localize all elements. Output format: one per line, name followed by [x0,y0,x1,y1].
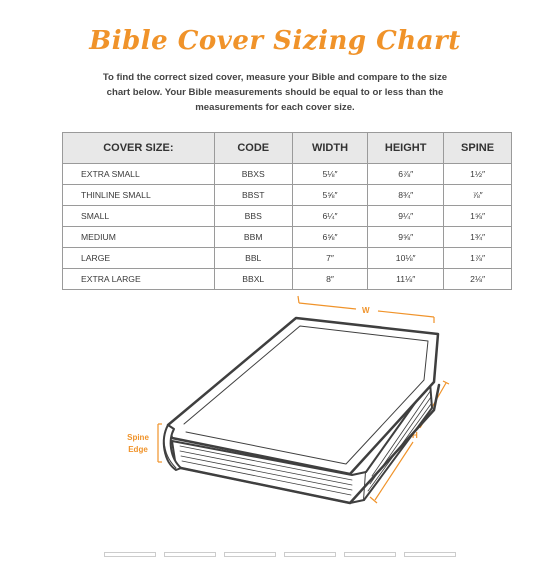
sizing-table [62,132,512,290]
table-row [63,227,512,248]
spine-label-line1: Spine [127,433,149,442]
cell-height: 10⅛″ [368,248,444,269]
cell-spine: 2⅛″ [444,269,512,290]
cell-code: BBL [214,248,292,269]
tab-outline [284,552,336,557]
bible-book-illustration [164,318,439,503]
table-row [63,206,512,227]
tab-outline [224,552,276,557]
header-code: CODE [214,133,292,164]
tab-outline [104,552,156,557]
cell-spine: 1¾″ [444,227,512,248]
spine-edge-label [121,432,155,456]
tab-outline [404,552,456,557]
cell-code: BBST [214,185,292,206]
cell-code: BBXS [214,164,292,185]
cell-spine: ⅞″ [444,185,512,206]
bottom-tab-strip [104,544,484,550]
cell-size: MEDIUM [63,227,215,248]
header-cover-size: COVER SIZE: [63,133,215,164]
cell-size: SMALL [63,206,215,227]
cell-spine: 1½″ [444,164,512,185]
header-spine: SPINE [444,133,512,164]
cell-height: 9⅝″ [368,227,444,248]
table-row [63,164,512,185]
tab-outline [164,552,216,557]
cell-width: 6¼″ [292,206,368,227]
spine-edge-bracket [158,424,162,462]
width-label: W [362,306,370,315]
cell-height: 8¾″ [368,185,444,206]
cell-width: 8″ [292,269,368,290]
cell-code: BBXL [214,269,292,290]
intro-text: To find the correct sized cover, measure your Bible and compare to the size chart below. Your Bible measurements should be equal to or less than the measurements for each cover size. [102,72,448,113]
bible-diagram [0,285,550,525]
cell-size: EXTRA LARGE [63,269,215,290]
tab-outline [344,552,396,557]
cell-width: 7″ [292,248,368,269]
cell-spine: 1⅞″ [444,248,512,269]
header-height: HEIGHT [368,133,444,164]
cell-code: BBM [214,227,292,248]
cell-width: 6⅝″ [292,227,368,248]
cell-height: 11⅛″ [368,269,444,290]
table-header-row [63,133,512,164]
cell-code: BBS [214,206,292,227]
cell-width: 5⅝″ [292,185,368,206]
spine-label-line2: Edge [128,445,148,454]
cell-height: 6⅞″ [368,164,444,185]
height-label: H [412,431,418,440]
cell-size: LARGE [63,248,215,269]
cell-spine: 1⅝″ [444,206,512,227]
header-width: WIDTH [292,133,368,164]
cell-size: EXTRA SMALL [63,164,215,185]
cell-size: THINLINE SMALL [63,185,215,206]
page-title: Bible Cover Sizing Chart [89,26,461,56]
cell-height: 9¼″ [368,206,444,227]
table-row [63,185,512,206]
cell-width: 5⅛″ [292,164,368,185]
table-row [63,248,512,269]
